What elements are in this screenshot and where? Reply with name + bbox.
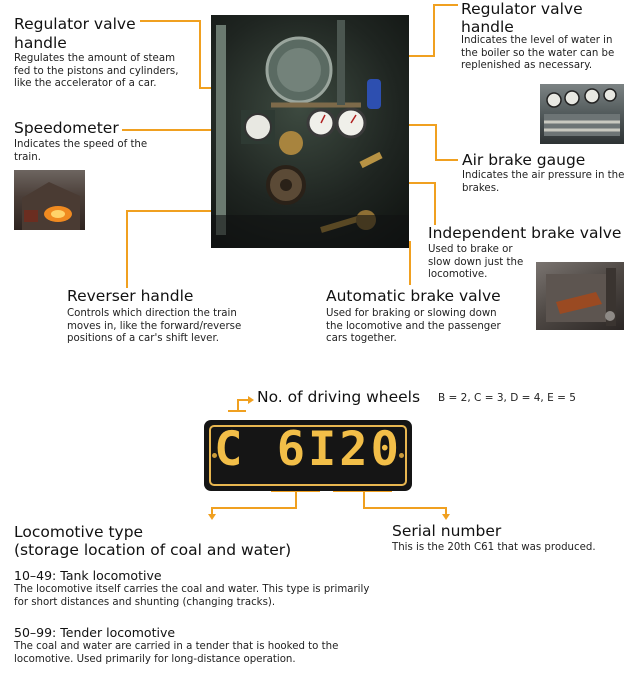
number-plate (204, 420, 412, 491)
automatic-brake-line (360, 242, 410, 285)
regulator-left-title: Regulator valve handle (14, 15, 136, 52)
speedometer-title: Speedometer (14, 119, 119, 137)
serial-arrow (442, 514, 450, 520)
type-line (212, 491, 296, 515)
serial-desc: This is the 20th C61 that was produced. (392, 542, 596, 553)
firebox-photo (14, 170, 85, 230)
independent-brake-title: Independent brake valve (428, 224, 622, 242)
plate-number: C 6I20 (214, 422, 402, 477)
tank-desc: The locomotive itself carries the coal and water. This type is primarily for short distances and shunting (changing tracks). (14, 584, 370, 608)
tender-desc: The coal and water are carried in a tender that is hooked to the locomotive. Used primarily for long-distance operation. (14, 641, 339, 665)
cab-photo (211, 15, 409, 248)
reverser-title: Reverser handle (67, 287, 194, 305)
cab-illustration (211, 15, 409, 248)
regulator-right-desc: Indicates the level of water in the boiler so the water can be replenished as necessary. (461, 35, 615, 72)
water-gauge-photo (540, 84, 624, 144)
brake-valve-illustration (536, 262, 624, 330)
air-brake-desc: Indicates the air pressure in the brakes. (462, 170, 625, 194)
regulator-right-title: Regulator valve handle (461, 0, 583, 36)
independent-brake-desc: Used to brake or slow down just the locomotive. (428, 244, 524, 281)
speedometer-desc: Indicates the speed of the train. (14, 139, 148, 163)
automatic-brake-title: Automatic brake valve (326, 287, 501, 305)
wheel-codes: B = 2, C = 3, D = 4, E = 5 (438, 392, 576, 404)
regulator-left-desc: Regulates the amount of steam fed to the pistons and cylinders, like the accelerator of a car. (14, 53, 179, 90)
water-gauge-illustration (540, 84, 624, 144)
firebox-illustration (14, 170, 85, 230)
tank-heading: 10–49: Tank locomotive (14, 568, 162, 583)
serial-title: Serial number (392, 522, 502, 540)
air-brake-title: Air brake gauge (462, 151, 586, 169)
tender-heading: 50–99: Tender locomotive (14, 625, 176, 640)
driving-wheels-label: No. of driving wheels (257, 388, 421, 406)
wheels-line (238, 400, 248, 411)
reverser-desc: Controls which direction the train moves in, like the forward/reverse positions of a car's shift lever. (67, 308, 242, 345)
brake-valve-photo (536, 262, 624, 330)
type-arrow (208, 514, 216, 520)
loco-type-title-line2: (storage location of coal and water) (14, 541, 292, 559)
automatic-brake-desc: Used for braking or slowing down the locomotive and the passenger cars together. (326, 308, 501, 345)
wheels-arrow (248, 396, 254, 404)
serial-line (364, 491, 446, 515)
loco-type-title-line1: Locomotive type (14, 523, 144, 541)
